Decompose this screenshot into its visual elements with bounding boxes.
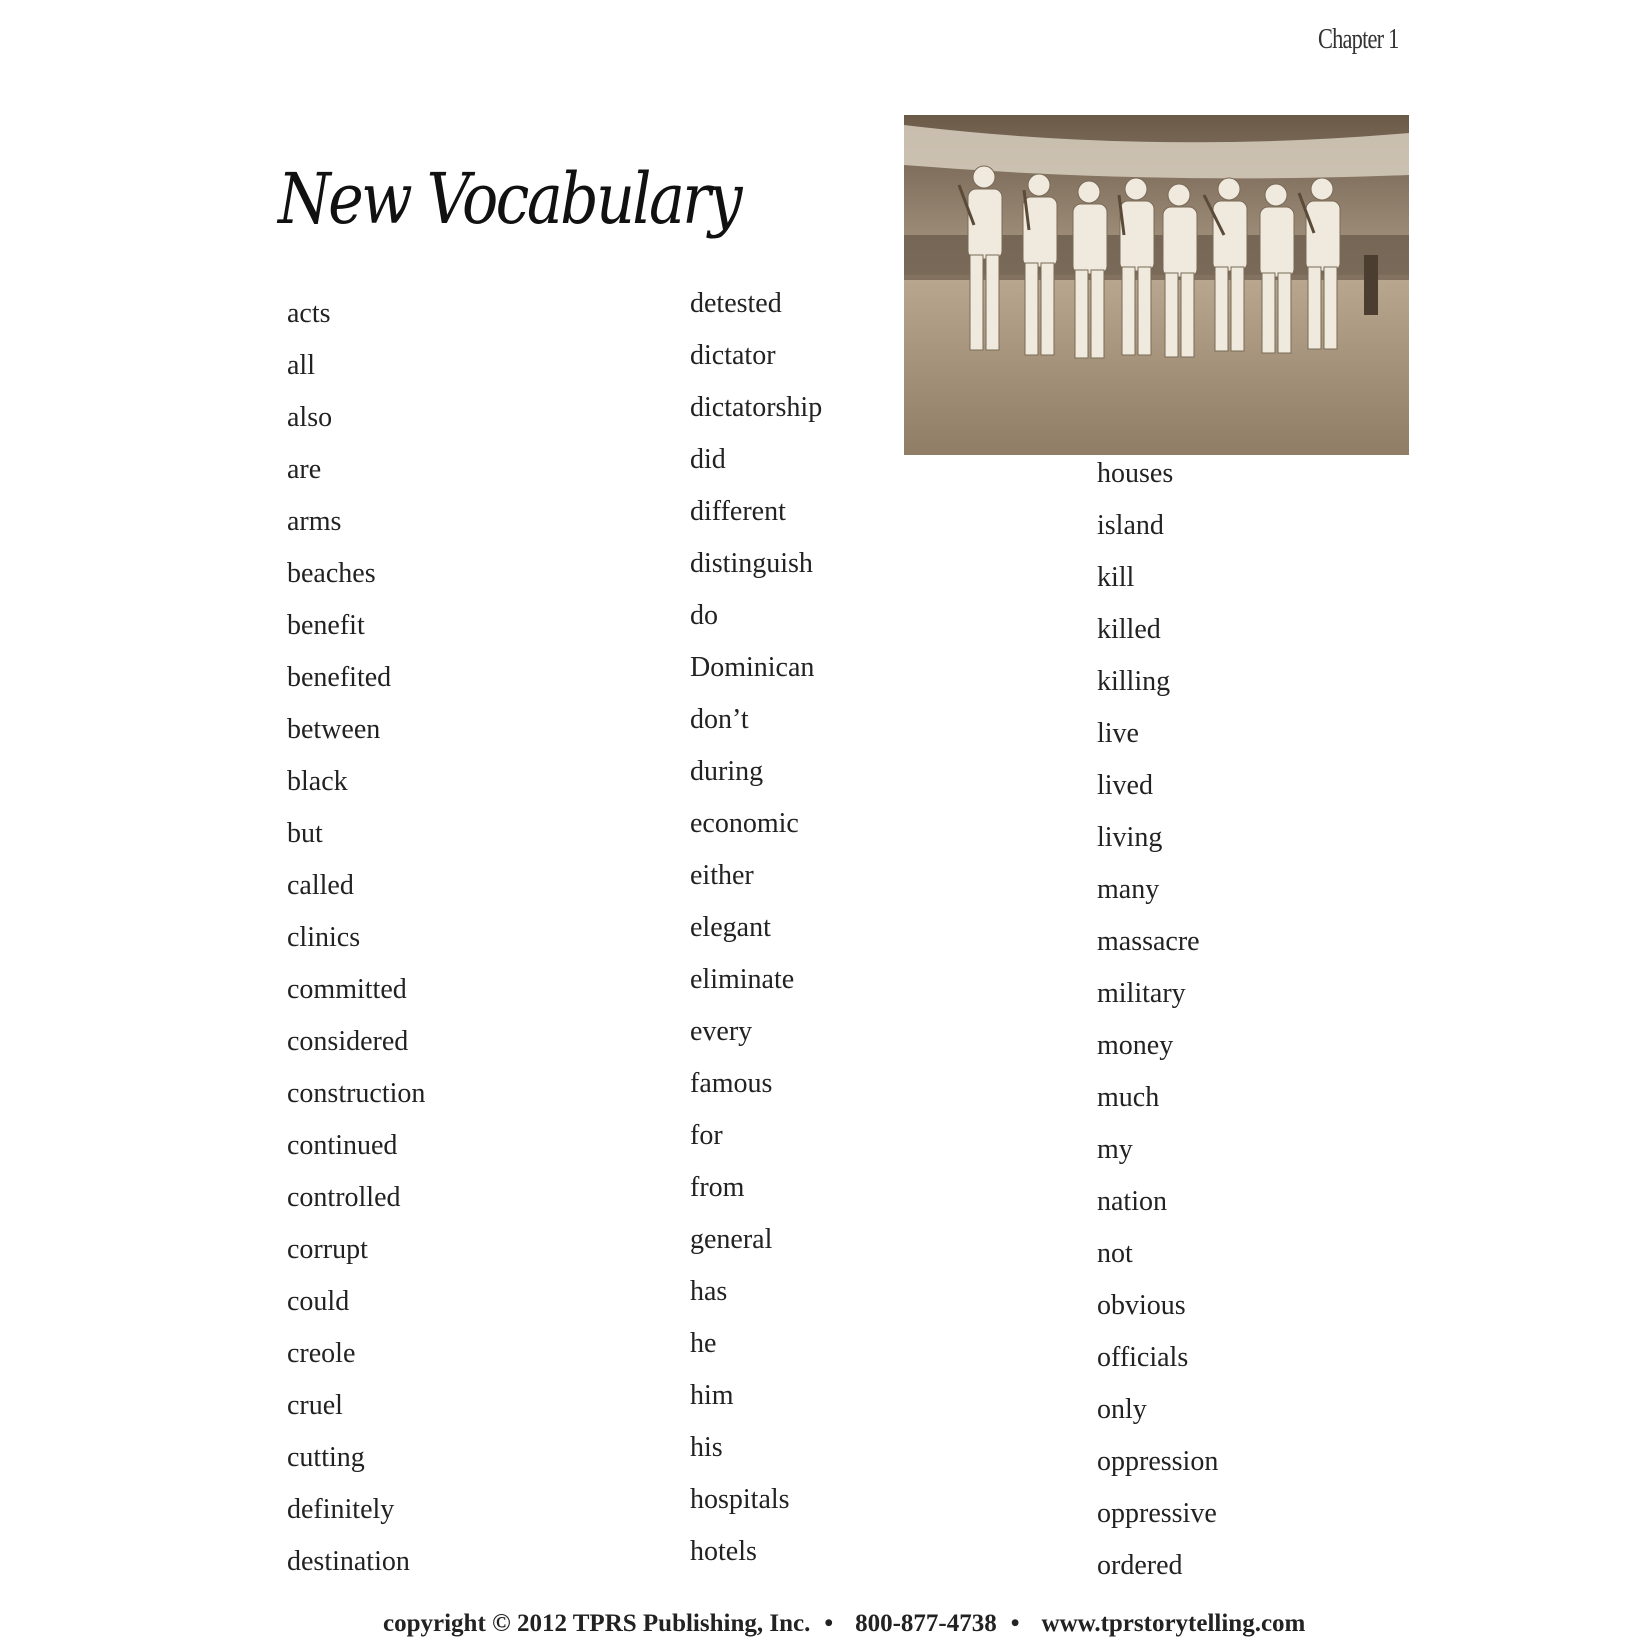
vocabulary-column-2 (690, 278, 822, 1578)
vocabulary-word: between (287, 714, 381, 745)
vocabulary-word: benefited (287, 662, 392, 693)
photo-icon (904, 115, 1409, 455)
vocabulary-word: cruel (287, 1390, 343, 1421)
vocabulary-word: from (690, 1172, 745, 1203)
vocabulary-word: famous (690, 1068, 773, 1099)
vocabulary-word: hotels (690, 1536, 757, 1567)
copyright-text: copyright © 2012 TPRS Publishing, Inc. (383, 1610, 811, 1637)
vocabulary-word: detested (690, 288, 782, 319)
vocabulary-word: dictator (690, 340, 776, 371)
vocabulary-word: money (1097, 1030, 1174, 1061)
vocabulary-word: his (690, 1432, 723, 1463)
vocabulary-column-1 (287, 288, 425, 1588)
vocabulary-word: elegant (690, 912, 771, 943)
vocabulary-column-3 (1097, 448, 1218, 1592)
vocabulary-word: controlled (287, 1182, 401, 1213)
vocabulary-word: obvious (1097, 1290, 1186, 1321)
vocabulary-word: cutting (287, 1442, 365, 1473)
phone-number: 800-877-4738 (855, 1610, 997, 1637)
vocabulary-word: nation (1097, 1186, 1167, 1217)
vocabulary-word: do (690, 600, 718, 631)
vocabulary-word: he (690, 1328, 717, 1359)
vocabulary-word: different (690, 496, 786, 527)
website-link[interactable]: www.tprstorytelling.com (1041, 1610, 1306, 1637)
vocabulary-word: committed (287, 974, 407, 1005)
vocabulary-word: called (287, 870, 354, 901)
vocabulary-word: distinguish (690, 548, 813, 579)
vocabulary-word: kill (1097, 562, 1135, 593)
baseball-team-photo (904, 115, 1409, 455)
footer (383, 1610, 1306, 1638)
vocabulary-word: destination (287, 1546, 410, 1577)
vocabulary-word: economic (690, 808, 799, 839)
vocabulary-word: killing (1097, 666, 1171, 697)
vocabulary-word: are (287, 454, 322, 485)
vocabulary-word: living (1097, 822, 1163, 853)
vocabulary-word: military (1097, 978, 1186, 1009)
vocabulary-word: but (287, 818, 323, 849)
vocabulary-word: ordered (1097, 1550, 1183, 1581)
vocabulary-word: black (287, 766, 348, 797)
vocabulary-word: hospitals (690, 1484, 790, 1515)
vocabulary-word: island (1097, 510, 1164, 541)
vocabulary-word: much (1097, 1082, 1160, 1113)
page-title: New Vocabulary (278, 158, 740, 240)
vocabulary-word: considered (287, 1026, 409, 1057)
vocabulary-word: either (690, 860, 754, 891)
vocabulary-word: only (1097, 1394, 1147, 1425)
vocabulary-word: oppression (1097, 1446, 1219, 1477)
vocabulary-word: all (287, 350, 315, 381)
vocabulary-word: for (690, 1120, 723, 1151)
separator: • (824, 1610, 834, 1637)
vocabulary-word: clinics (287, 922, 361, 953)
vocabulary-word: corrupt (287, 1234, 368, 1265)
vocabulary-word: arms (287, 506, 342, 537)
separator: • (1010, 1610, 1020, 1637)
vocabulary-word: Dominican (690, 652, 815, 683)
vocabulary-word: eliminate (690, 964, 795, 995)
vocabulary-word: live (1097, 718, 1139, 749)
vocabulary-word: houses (1097, 458, 1174, 489)
vocabulary-word: definitely (287, 1494, 395, 1525)
vocabulary-word: during (690, 756, 764, 787)
vocabulary-word: not (1097, 1238, 1133, 1269)
vocabulary-word: continued (287, 1130, 398, 1161)
chapter-label: Chapter 1 (1318, 24, 1399, 55)
vocabulary-word: lived (1097, 770, 1153, 801)
vocabulary-word: him (690, 1380, 734, 1411)
vocabulary-word: every (690, 1016, 753, 1047)
vocabulary-word: officials (1097, 1342, 1189, 1373)
vocabulary-word: has (690, 1276, 728, 1307)
vocabulary-word: construction (287, 1078, 426, 1109)
vocabulary-word: killed (1097, 614, 1161, 645)
vocabulary-word: general (690, 1224, 773, 1255)
vocabulary-word: creole (287, 1338, 356, 1369)
vocabulary-word: benefit (287, 610, 365, 641)
vocabulary-word: oppressive (1097, 1498, 1217, 1529)
vocabulary-word: massacre (1097, 926, 1200, 957)
vocabulary-word: dictatorship (690, 392, 823, 423)
vocabulary-word: did (690, 444, 726, 475)
vocabulary-word: acts (287, 298, 331, 329)
vocabulary-word: many (1097, 874, 1160, 905)
vocabulary-word: beaches (287, 558, 376, 589)
vocabulary-word: my (1097, 1134, 1133, 1165)
vocabulary-word: don’t (690, 704, 749, 735)
vocabulary-word: also (287, 402, 333, 433)
vocabulary-word: could (287, 1286, 350, 1317)
